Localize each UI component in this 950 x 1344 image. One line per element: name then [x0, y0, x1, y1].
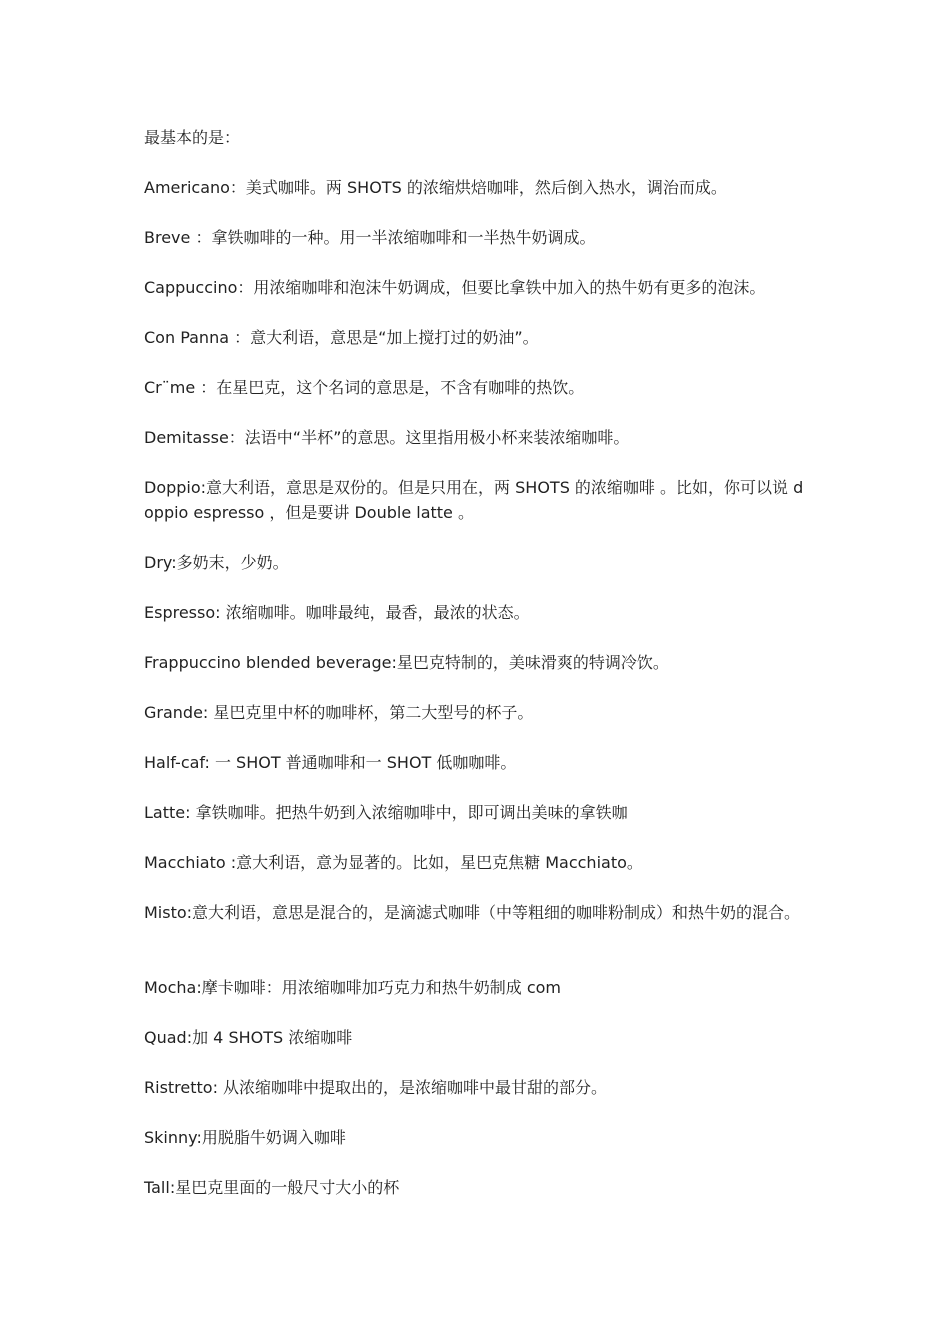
entry-misto: Misto:意大利语，意思是混合的，是滴滤式咖啡（中等粗细的咖啡粉制成）和热牛奶的混合。 — [144, 903, 801, 922]
entry-frappuccino: Frappuccino blended beverage:星巴克特制的，美味滑爽的特调冷饮。 — [144, 653, 669, 672]
entry-breve: Breve ：拿铁咖啡的一种。用一半浓缩咖啡和一半热牛奶调成。 — [144, 228, 596, 247]
entry-quad: Quad:加 4 SHOTS 浓缩咖啡 — [144, 1028, 353, 1047]
entry-macchiato: Macchiato :意大利语，意为显著的。比如，星巴克焦糖 Macchiato。 — [144, 853, 643, 872]
entry-americano: Americano：美式咖啡。两 SHOTS 的浓缩烘焙咖啡，然后倒入热水，调治而成。 — [144, 178, 727, 197]
intro-line: 最基本的是： — [144, 128, 241, 147]
entry-mocha: Mocha:摩卡咖啡：用浓缩咖啡加巧克力和热牛奶制成 com — [144, 978, 561, 997]
entry-grande: Grande: 星巴克里中杯的咖啡杯，第二大型号的杯子。 — [144, 703, 534, 722]
entry-con-panna: Con Panna ：意大利语，意思是“加上搅打过的奶油”。 — [144, 328, 539, 347]
entry-dry: Dry:多奶末，少奶。 — [144, 553, 289, 572]
entry-tall: Tall:星巴克里面的一般尺寸大小的杯 — [144, 1178, 400, 1197]
entry-doppio: Doppio:意大利语，意思是双份的。但是只用在，两 SHOTS 的浓缩咖啡 。比如，你可以说 doppio espresso ，但是要讲 Double latte 。 — [144, 478, 804, 522]
entry-cappuccino: Cappuccino：用浓缩咖啡和泡沫牛奶调成，但要比拿铁中加入的热牛奶有更多的泡沫。 — [144, 278, 766, 297]
entry-ristretto: Ristretto: 从浓缩咖啡中提取出的，是浓缩咖啡中最甘甜的部分。 — [144, 1078, 608, 1097]
entry-demitasse: Demitasse：法语中“半杯”的意思。这里指用极小杯来装浓缩咖啡。 — [144, 428, 630, 447]
entry-half-caf: Half-caf: 一 SHOT 普通咖啡和一 SHOT 低咖咖啡。 — [144, 753, 517, 772]
entry-creme: Cr¨me ：在星巴克，这个名词的意思是，不含有咖啡的热饮。 — [144, 378, 585, 397]
entry-latte: Latte: 拿铁咖啡。把热牛奶到入浓缩咖啡中，即可调出美味的拿铁咖 — [144, 803, 628, 822]
entry-skinny: Skinny:用脱脂牛奶调入咖啡 — [144, 1128, 346, 1147]
document-body — [144, 125, 809, 1200]
entry-espresso: Espresso: 浓缩咖啡。咖啡最纯，最香，最浓的状态。 — [144, 603, 530, 622]
